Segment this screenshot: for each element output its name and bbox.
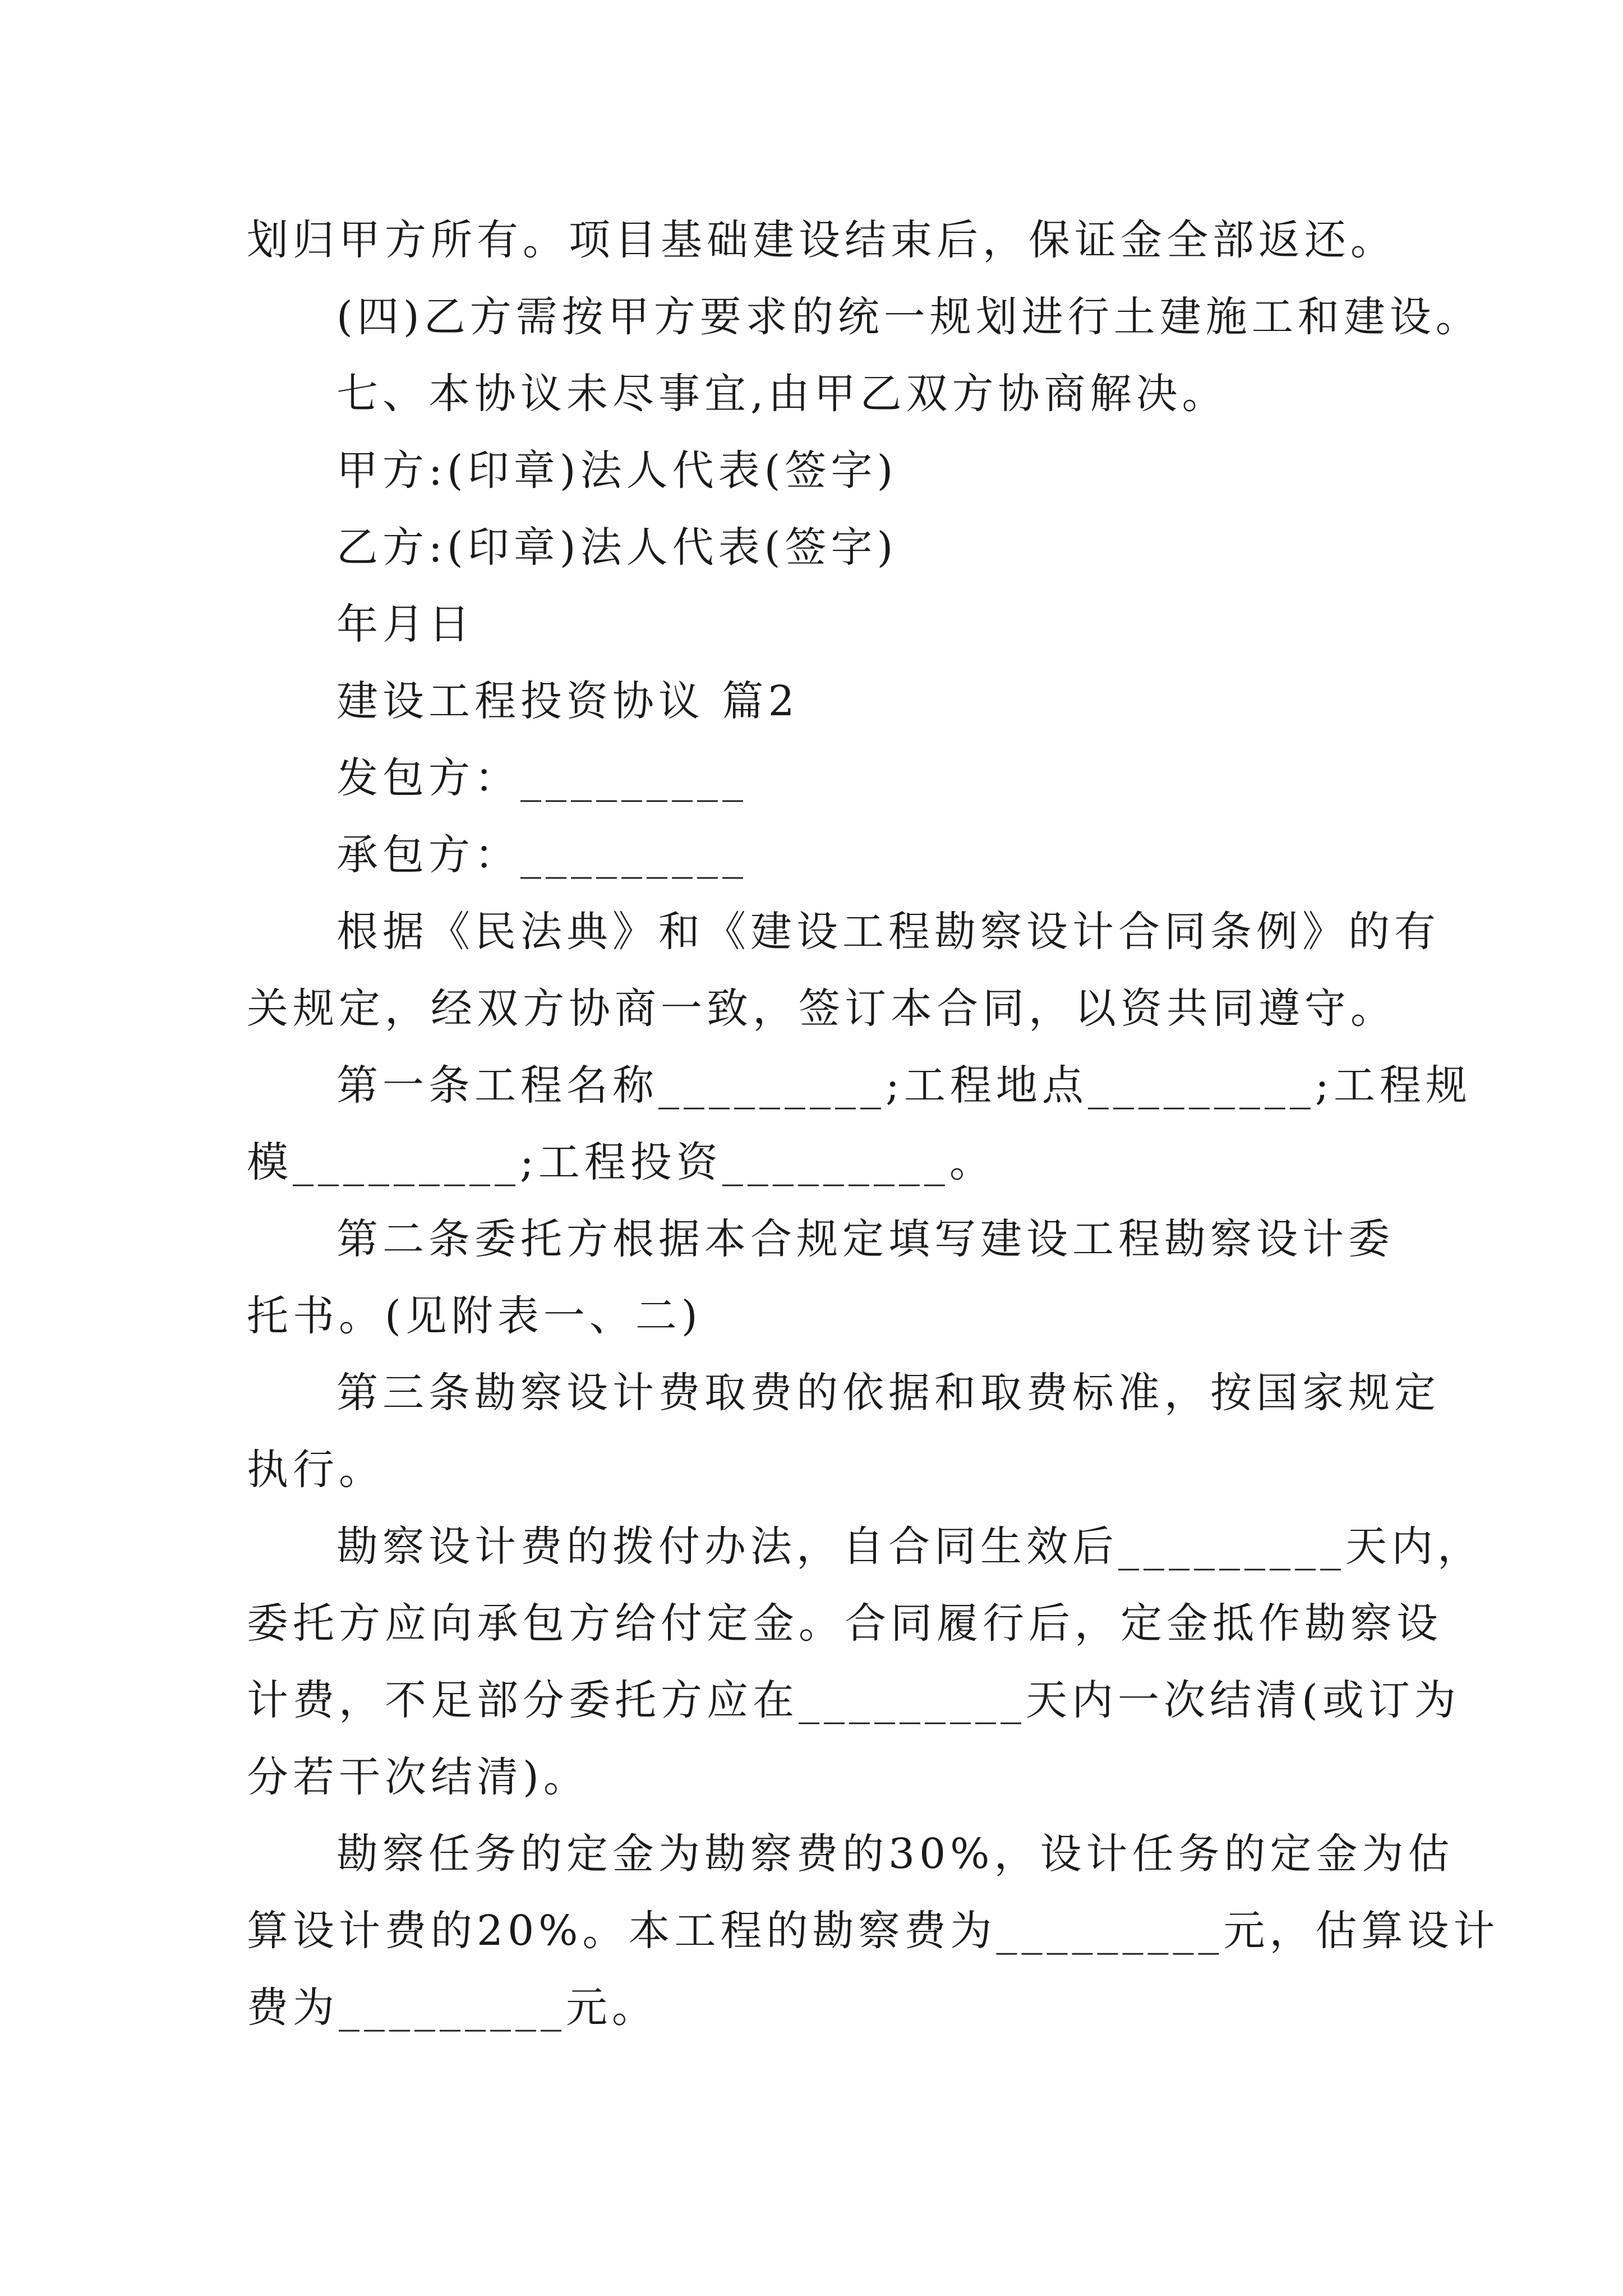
- paragraph-line: 七、本协议未尽事宜,由甲乙双方协商解决。: [336, 370, 1228, 418]
- paragraph-line: 勘察设计费的拨付办法，自合同生效后_________天内，: [336, 1522, 1483, 1571]
- paragraph-line: 划归甲方所有。项目基础建设结束后，保证金全部返还。: [247, 216, 1396, 264]
- paragraph-line: (四)乙方需按甲方要求的统一规划进行土建施工和建设。: [336, 293, 1482, 341]
- paragraph-line: 算设计费的20%。本工程的勘察费为_________元，估算设计: [247, 1907, 1500, 1955]
- paragraph-line: 委托方应向承包方给付定金。合同履行后，定金抵作勘察设: [247, 1599, 1442, 1648]
- paragraph-line: 分若干次结清)。: [247, 1753, 589, 1801]
- paragraph-line: 模_________;工程投资_________。: [247, 1138, 995, 1186]
- paragraph-line: 根据《民法典》和《建设工程勘察设计合同条例》的有: [336, 908, 1440, 956]
- contract-party-line: 承包方：_________: [336, 831, 748, 879]
- contract-party-line: 发包方：_________: [336, 754, 748, 802]
- paragraph-line: 费为_________元。: [247, 1984, 658, 2032]
- paragraph-line: 托书。(见附表一、二): [247, 1292, 702, 1340]
- paragraph-line: 关规定，经双方协商一致，签订本合同，以资共同遵守。: [247, 984, 1396, 1033]
- date-line: 年月日: [336, 600, 474, 648]
- paragraph-line: 勘察任务的定金为勘察费的30%，设计任务的定金为估: [336, 1830, 1454, 1878]
- signature-line-party-b: 乙方:(印章)法人代表(签字): [336, 523, 898, 572]
- paragraph-line: 第三条勘察设计费取费的依据和取费标准，按国家规定: [336, 1369, 1440, 1417]
- paragraph-line: 第一条工程名称_________;工程地点_________;工程规: [336, 1061, 1472, 1110]
- paragraph-line: 执行。: [247, 1446, 385, 1494]
- signature-line-party-a: 甲方:(印章)法人代表(签字): [336, 447, 898, 495]
- paragraph-line: 第二条委托方根据本合规定填写建设工程勘察设计委: [336, 1215, 1394, 1263]
- section-title: 建设工程投资协议 篇2: [336, 677, 799, 725]
- paragraph-line: 计费，不足部分委托方应在_________天内一次结清(或订为: [247, 1676, 1460, 1724]
